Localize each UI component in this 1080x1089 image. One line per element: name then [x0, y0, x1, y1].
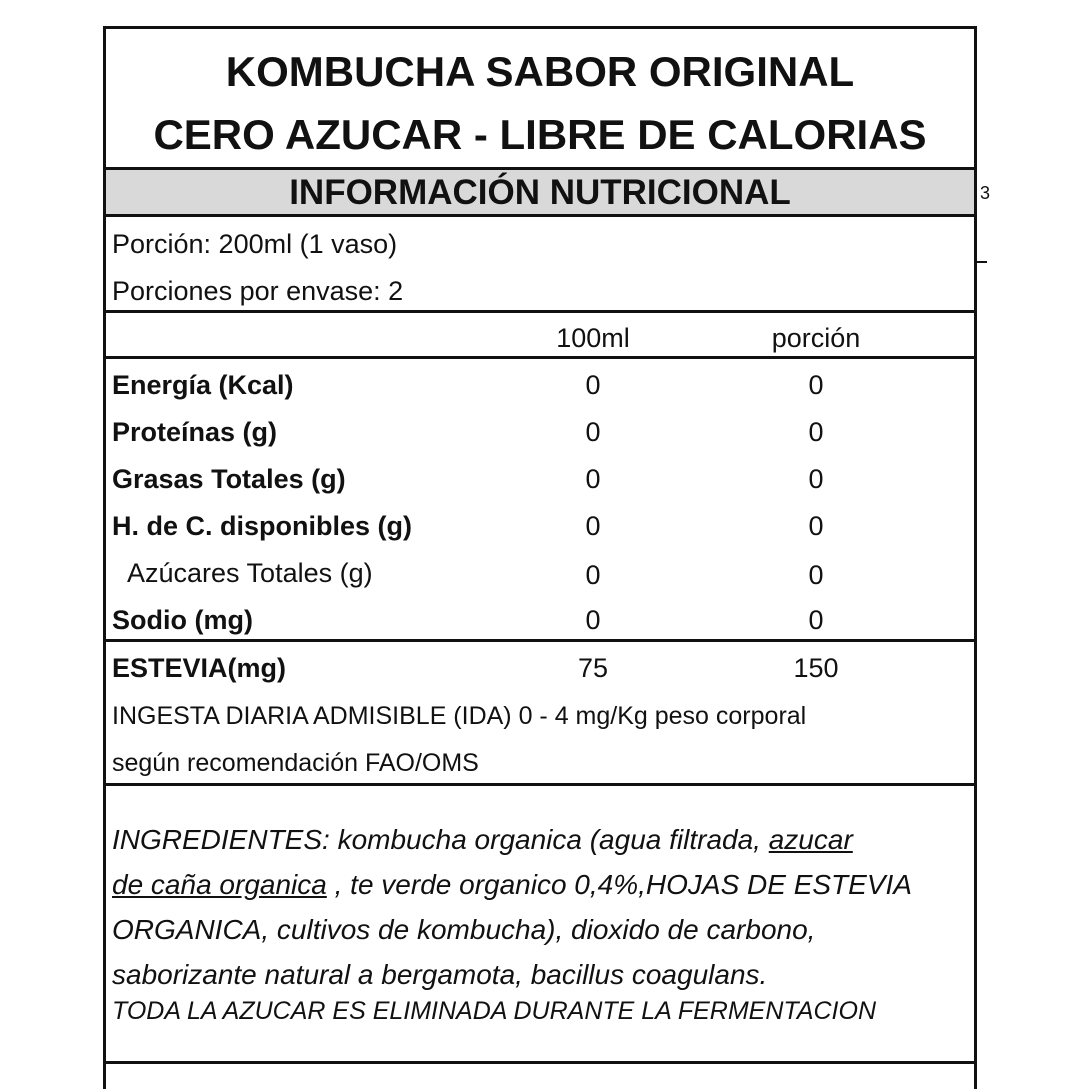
nutrient-value-100ml: 0: [585, 605, 601, 635]
ingredients-line-3: ORGANICA, cultivos de kombucha), dioxido de carbono,: [112, 914, 816, 945]
nutrient-name: Grasas Totales (g): [112, 464, 346, 494]
nutrient-value-100ml: 0: [585, 560, 601, 590]
nutrient-name: Energía (Kcal): [112, 370, 294, 400]
nutrient-value-100ml: 0: [585, 370, 601, 400]
column-header-100ml: 100ml: [556, 323, 630, 353]
nutrient-name: H. de C. disponibles (g): [112, 511, 413, 541]
nutrient-value-portion: 0: [808, 560, 824, 590]
nutrient-value-100ml: 0: [585, 417, 601, 447]
divider: [106, 310, 974, 313]
nutrient-name-sub: Azúcares Totales (g): [127, 558, 373, 588]
ingredients-line-4: saborizante natural a bergamota, bacillus coagulans.: [112, 959, 768, 990]
nutrient-value-portion: 0: [808, 511, 824, 541]
nutrient-value-100ml: 0: [585, 511, 601, 541]
divider: [106, 639, 974, 642]
nutrient-value-portion: 0: [808, 464, 824, 494]
product-subtitle: CERO AZUCAR - LIBRE DE CALORIAS: [153, 111, 927, 158]
section-heading: INFORMACIÓN NUTRICIONAL: [289, 173, 791, 212]
divider: [106, 1061, 974, 1064]
ida-source: según recomendación FAO/OMS: [112, 749, 479, 777]
ingredients-underlined: azucar: [768, 824, 853, 855]
fermentation-note: TODA LA AZUCAR ES ELIMINADA DURANTE LA FERMENTACION: [112, 997, 877, 1025]
edge-fragment: 3: [980, 183, 991, 203]
edge-tick: [977, 261, 987, 263]
nutrition-label: [103, 26, 977, 1089]
serving-size: Porción: 200ml (1 vaso): [112, 229, 398, 259]
ingredients-line-2: de caña organica , te verde organico 0,4%,HOJAS DE ESTEVIA: [112, 869, 912, 900]
product-title: KOMBUCHA SABOR ORIGINAL: [225, 48, 855, 95]
stevia-value-portion: 150: [793, 653, 839, 683]
servings-per-container: Porciones por envase: 2: [112, 276, 404, 306]
nutrient-value-portion: 0: [808, 605, 824, 635]
nutrient-name: Sodio (mg): [112, 605, 253, 635]
nutrient-value-100ml: 0: [585, 464, 601, 494]
ingredients-underlined: de caña organica: [112, 869, 327, 900]
divider: [106, 783, 974, 786]
divider: [106, 356, 974, 359]
column-header-portion: porción: [771, 323, 861, 353]
ingredients-line-1: INGREDIENTES: kombucha organica (agua filtrada, azucar: [112, 824, 853, 855]
ida-note: INGESTA DIARIA ADMISIBLE (IDA) 0 - 4 mg/Kg peso corporal: [112, 702, 807, 730]
stevia-name: ESTEVIA(mg): [112, 653, 287, 683]
nutrient-value-portion: 0: [808, 370, 824, 400]
nutrient-name: Proteínas (g): [112, 417, 278, 447]
divider: [106, 214, 974, 217]
nutrient-value-portion: 0: [808, 417, 824, 447]
stevia-value-100ml: 75: [577, 653, 609, 683]
